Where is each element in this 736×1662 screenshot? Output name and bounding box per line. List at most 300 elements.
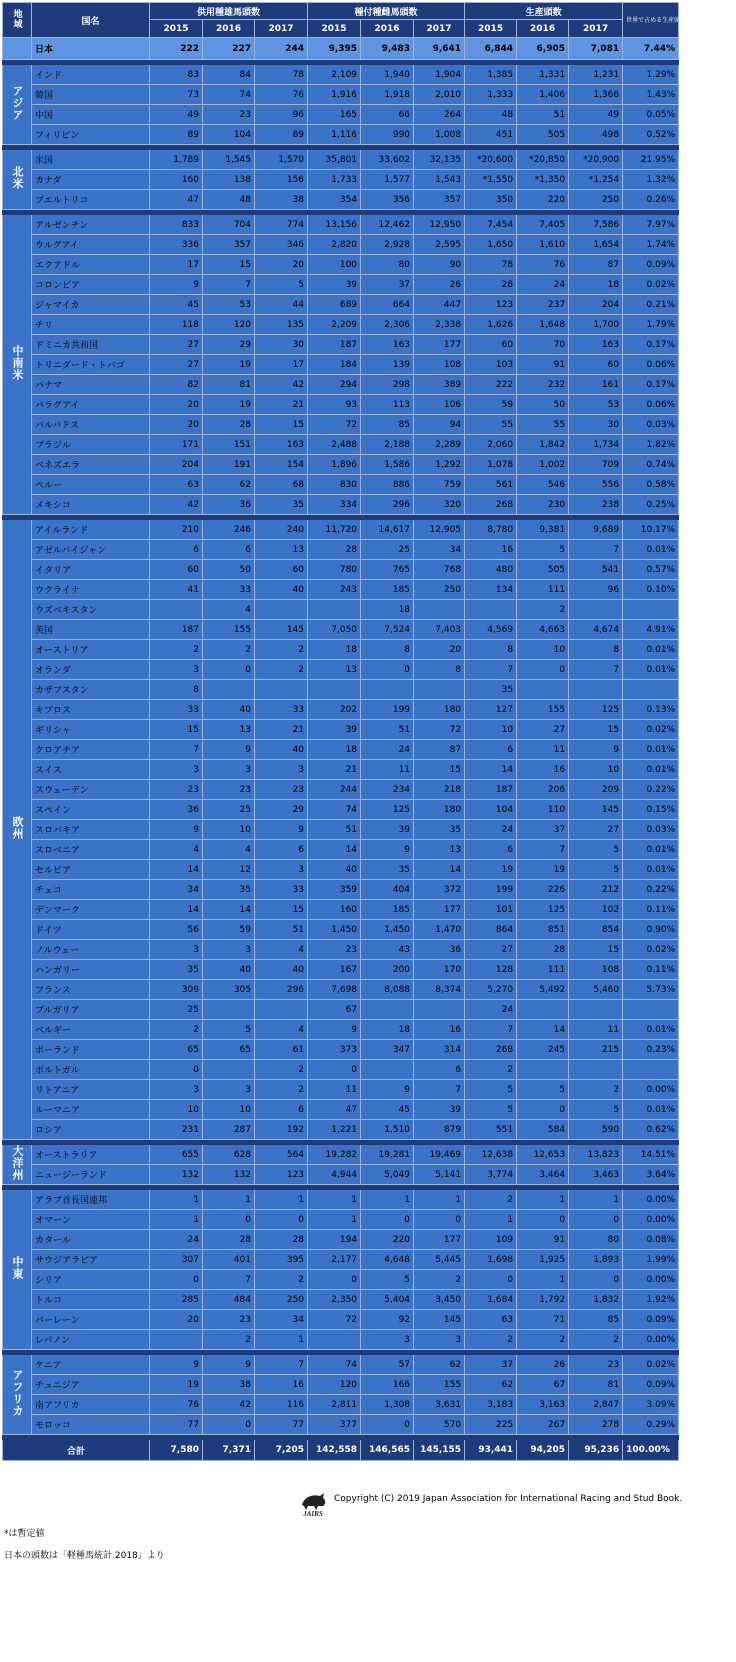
value-cell: 123: [465, 295, 517, 315]
value-cell: 76: [150, 1395, 203, 1415]
value-cell: 101: [465, 900, 517, 920]
value-cell: 1,008: [414, 125, 465, 145]
value-cell: 0: [203, 1210, 255, 1230]
share-cell: [623, 600, 679, 620]
value-cell: 19,282: [308, 1145, 361, 1165]
table-row: [3, 1290, 679, 1310]
value-cell: 35: [150, 960, 203, 980]
value-cell: 12,950: [414, 215, 465, 235]
value-cell: 347: [361, 1040, 414, 1060]
value-cell: 51: [308, 820, 361, 840]
value-cell: 33,602: [361, 150, 414, 170]
value-cell: 3,183: [465, 1395, 517, 1415]
table-row: [3, 940, 679, 960]
table-row: [3, 255, 679, 275]
value-cell: 77: [150, 1415, 203, 1435]
value-cell: 10: [569, 760, 623, 780]
value-cell: 185: [361, 900, 414, 920]
value-cell: [517, 1000, 569, 1020]
value-cell: 9,483: [361, 38, 414, 60]
table-row: [3, 680, 679, 700]
country-name: カザフスタン: [32, 680, 150, 700]
value-cell: 40: [255, 960, 308, 980]
value-cell: 854: [569, 920, 623, 940]
country-name: バーレーン: [32, 1310, 150, 1330]
value-cell: 19: [203, 355, 255, 375]
region-label-text: 中東: [11, 1256, 24, 1280]
value-cell: 28: [465, 275, 517, 295]
value-cell: 1,610: [517, 235, 569, 255]
value-cell: 73: [150, 85, 203, 105]
table-row: [3, 580, 679, 600]
year-header: 2017: [569, 20, 623, 38]
value-cell: 7: [203, 275, 255, 295]
region-label: [3, 1355, 32, 1435]
region-header: 地域: [3, 3, 32, 38]
table-row: [3, 820, 679, 840]
value-cell: 11,720: [308, 520, 361, 540]
value-cell: 243: [308, 580, 361, 600]
value-cell: 3,450: [414, 1290, 465, 1310]
value-cell: 68: [255, 475, 308, 495]
value-cell: 0: [517, 1100, 569, 1120]
region-cell: [3, 38, 32, 60]
value-cell: 25: [361, 540, 414, 560]
value-cell: 40: [203, 700, 255, 720]
share-cell: 7.44%: [623, 38, 679, 60]
value-cell: 1,231: [569, 65, 623, 85]
value-cell: 346: [255, 235, 308, 255]
value-cell: 48: [203, 190, 255, 210]
value-cell: 204: [569, 295, 623, 315]
country-name: ドイツ: [32, 920, 150, 940]
value-cell: 2,289: [414, 435, 465, 455]
country-name: レバノン: [32, 1330, 150, 1350]
value-cell: 6: [414, 1060, 465, 1080]
value-cell: 2: [150, 1020, 203, 1040]
value-cell: 104: [203, 125, 255, 145]
value-cell: 7,050: [308, 620, 361, 640]
value-cell: 1,789: [150, 150, 203, 170]
country-name: スペイン: [32, 800, 150, 820]
table-row: [3, 215, 679, 235]
value-cell: 95,236: [569, 1440, 623, 1461]
value-cell: 96: [569, 580, 623, 600]
value-cell: 16: [517, 760, 569, 780]
value-cell: *1,254: [569, 170, 623, 190]
value-cell: *20,900: [569, 150, 623, 170]
value-cell: 1,450: [308, 920, 361, 940]
value-cell: 132: [203, 1165, 255, 1185]
value-cell: 77: [255, 1415, 308, 1435]
value-cell: 7,454: [465, 215, 517, 235]
value-cell: 16: [255, 1375, 308, 1395]
value-cell: 395: [255, 1250, 308, 1270]
value-cell: 5: [255, 275, 308, 295]
country-name: トルコ: [32, 1290, 150, 1310]
value-cell: 264: [414, 105, 465, 125]
value-cell: 774: [255, 215, 308, 235]
value-cell: 234: [361, 780, 414, 800]
value-cell: 6: [203, 540, 255, 560]
world-share-header: 世界で占める生産頭数の割合(%)2017年: [623, 3, 679, 38]
share-cell: 0.02%: [623, 720, 679, 740]
value-cell: 87: [414, 740, 465, 760]
value-cell: 389: [414, 375, 465, 395]
value-cell: 1,308: [361, 1395, 414, 1415]
year-header: 2017: [414, 20, 465, 38]
table-row: [3, 640, 679, 660]
country-name: ブルガリア: [32, 1000, 150, 1020]
value-cell: 65: [203, 1040, 255, 1060]
value-cell: 78: [255, 65, 308, 85]
value-cell: 1,648: [517, 315, 569, 335]
value-cell: 11: [569, 1020, 623, 1040]
value-cell: 1,116: [308, 125, 361, 145]
share-cell: 0.22%: [623, 880, 679, 900]
table-row: [3, 1020, 679, 1040]
value-cell: [517, 1060, 569, 1080]
value-cell: 65: [150, 1040, 203, 1060]
value-cell: 4,648: [361, 1250, 414, 1270]
table-row: [3, 1310, 679, 1330]
value-cell: 60: [569, 355, 623, 375]
value-cell: 50: [517, 395, 569, 415]
value-cell: 354: [308, 190, 361, 210]
value-cell: 1,940: [361, 65, 414, 85]
value-cell: 8: [361, 640, 414, 660]
country-name: メキシコ: [32, 495, 150, 515]
value-cell: 206: [517, 780, 569, 800]
table-row: [3, 1100, 679, 1120]
value-cell: 561: [465, 475, 517, 495]
value-cell: 45: [150, 295, 203, 315]
value-cell: 9,395: [308, 38, 361, 60]
value-cell: 0: [517, 660, 569, 680]
value-cell: 142,558: [308, 1440, 361, 1461]
share-cell: 0.00%: [623, 1190, 679, 1210]
table-row: [3, 295, 679, 315]
value-cell: 1,510: [361, 1120, 414, 1140]
value-cell: 377: [308, 1415, 361, 1435]
value-cell: 7: [517, 840, 569, 860]
value-cell: 2,488: [308, 435, 361, 455]
value-cell: 28: [203, 415, 255, 435]
country-name: ウルグアイ: [32, 235, 150, 255]
value-cell: 4,944: [308, 1165, 361, 1185]
value-cell: 1,918: [361, 85, 414, 105]
value-cell: 14: [308, 840, 361, 860]
value-cell: 7: [203, 1270, 255, 1290]
value-cell: 14: [517, 1020, 569, 1040]
value-cell: 237: [517, 295, 569, 315]
value-cell: 7: [150, 740, 203, 760]
value-cell: 192: [255, 1120, 308, 1140]
value-cell: 1,650: [465, 235, 517, 255]
value-cell: 163: [361, 335, 414, 355]
value-cell: 5: [203, 1020, 255, 1040]
value-cell: 7,405: [517, 215, 569, 235]
value-cell: 199: [465, 880, 517, 900]
svg-text:JAIRS: JAIRS: [303, 1510, 323, 1518]
value-cell: 138: [203, 170, 255, 190]
value-cell: 10: [517, 640, 569, 660]
value-cell: 0: [517, 1210, 569, 1230]
table-row: [3, 1190, 679, 1210]
value-cell: 5: [361, 1270, 414, 1290]
value-cell: 12: [203, 860, 255, 880]
foals-header: 生産頭数: [465, 3, 623, 20]
value-cell: 0: [414, 1210, 465, 1230]
value-cell: 187: [308, 335, 361, 355]
value-cell: [203, 1060, 255, 1080]
value-cell: 240: [255, 520, 308, 540]
value-cell: 244: [308, 780, 361, 800]
table-row: [3, 235, 679, 255]
table-row: [3, 760, 679, 780]
table-row: [3, 65, 679, 85]
value-cell: [361, 680, 414, 700]
region-label-text: アジア: [11, 85, 24, 121]
value-cell: 53: [203, 295, 255, 315]
country-name: モロッコ: [32, 1415, 150, 1435]
value-cell: 23: [203, 780, 255, 800]
value-cell: 3: [150, 1080, 203, 1100]
value-cell: *20,600: [465, 150, 517, 170]
value-cell: 2,060: [465, 435, 517, 455]
value-cell: [150, 1330, 203, 1350]
value-cell: 2: [255, 1080, 308, 1100]
value-cell: 215: [569, 1040, 623, 1060]
value-cell: 74: [203, 85, 255, 105]
value-cell: 72: [414, 720, 465, 740]
share-cell: 1.82%: [623, 435, 679, 455]
value-cell: 10: [150, 1100, 203, 1120]
share-cell: 0.11%: [623, 960, 679, 980]
table-row: [3, 600, 679, 620]
value-cell: 505: [517, 125, 569, 145]
value-cell: 35: [414, 820, 465, 840]
country-header: 国名: [32, 3, 150, 38]
value-cell: 218: [414, 780, 465, 800]
value-cell: 584: [517, 1120, 569, 1140]
value-cell: 55: [465, 415, 517, 435]
value-cell: 27: [517, 720, 569, 740]
country-name: 英国: [32, 620, 150, 640]
country-name: ベネズエラ: [32, 455, 150, 475]
table-row: [3, 800, 679, 820]
value-cell: 109: [465, 1230, 517, 1250]
value-cell: 165: [308, 105, 361, 125]
value-cell: 2: [255, 660, 308, 680]
value-cell: 146,565: [361, 1440, 414, 1461]
value-cell: 8,374: [414, 980, 465, 1000]
value-cell: 0: [569, 1210, 623, 1230]
table-row: [3, 395, 679, 415]
total-label: 合計: [3, 1440, 150, 1461]
value-cell: 125: [569, 700, 623, 720]
value-cell: 70: [517, 335, 569, 355]
value-cell: 564: [255, 1145, 308, 1165]
value-cell: 14: [150, 860, 203, 880]
value-cell: 5,492: [517, 980, 569, 1000]
value-cell: 664: [361, 295, 414, 315]
value-cell: 1,842: [517, 435, 569, 455]
value-cell: 120: [308, 1375, 361, 1395]
value-cell: 8,780: [465, 520, 517, 540]
country-name: スロバキア: [32, 820, 150, 840]
country-name: カタール: [32, 1230, 150, 1250]
share-cell: 0.01%: [623, 640, 679, 660]
value-cell: 7: [465, 660, 517, 680]
value-cell: 155: [517, 700, 569, 720]
share-cell: 0.01%: [623, 840, 679, 860]
value-cell: 210: [150, 520, 203, 540]
region-label-text: 欧州: [11, 816, 24, 840]
value-cell: 2,847: [569, 1395, 623, 1415]
value-cell: 336: [150, 235, 203, 255]
value-cell: 7,403: [414, 620, 465, 640]
value-cell: 24: [465, 1000, 517, 1020]
share-cell: 1.29%: [623, 65, 679, 85]
value-cell: 227: [203, 38, 255, 60]
value-cell: 59: [465, 395, 517, 415]
value-cell: 3: [203, 940, 255, 960]
value-cell: 2,306: [361, 315, 414, 335]
value-cell: 2: [465, 1060, 517, 1080]
value-cell: 268: [465, 495, 517, 515]
value-cell: 91: [517, 1230, 569, 1250]
share-cell: 0.23%: [623, 1040, 679, 1060]
value-cell: 1,570: [255, 150, 308, 170]
country-name: ギリシャ: [32, 720, 150, 740]
value-cell: 39: [308, 275, 361, 295]
value-cell: 1,654: [569, 235, 623, 255]
share-cell: 3.09%: [623, 1395, 679, 1415]
value-cell: 204: [150, 455, 203, 475]
value-cell: 155: [414, 1375, 465, 1395]
value-cell: 2,350: [308, 1290, 361, 1310]
value-cell: 3,464: [517, 1165, 569, 1185]
share-cell: 0.01%: [623, 540, 679, 560]
value-cell: 296: [361, 495, 414, 515]
value-cell: 5,445: [414, 1250, 465, 1270]
value-cell: 3: [361, 1330, 414, 1350]
value-cell: 171: [150, 435, 203, 455]
table-row: [3, 900, 679, 920]
value-cell: 92: [361, 1310, 414, 1330]
value-cell: 350: [465, 190, 517, 210]
value-cell: 10: [203, 1100, 255, 1120]
value-cell: 886: [361, 475, 414, 495]
value-cell: 67: [517, 1375, 569, 1395]
table-row: [3, 860, 679, 880]
value-cell: 356: [361, 190, 414, 210]
share-cell: 0.29%: [623, 1415, 679, 1435]
value-cell: 2,188: [361, 435, 414, 455]
value-cell: 8: [465, 640, 517, 660]
value-cell: 2: [569, 1080, 623, 1100]
value-cell: 76: [517, 255, 569, 275]
value-cell: 199: [361, 700, 414, 720]
value-cell: 3: [255, 860, 308, 880]
value-cell: 89: [150, 125, 203, 145]
value-cell: 244: [255, 38, 308, 60]
value-cell: 39: [361, 820, 414, 840]
value-cell: 1: [517, 1190, 569, 1210]
value-cell: [361, 1000, 414, 1020]
year-header: 2016: [203, 20, 255, 38]
value-cell: 4,569: [465, 620, 517, 640]
value-cell: 19,281: [361, 1145, 414, 1165]
table-row: [3, 540, 679, 560]
value-cell: 20: [414, 640, 465, 660]
country-name: アイルランド: [32, 520, 150, 540]
value-cell: 13: [203, 720, 255, 740]
value-cell: 71: [517, 1310, 569, 1330]
value-cell: 6: [465, 740, 517, 760]
value-cell: 296: [255, 980, 308, 1000]
value-cell: 33: [203, 580, 255, 600]
value-cell: 154: [255, 455, 308, 475]
value-cell: 35: [465, 680, 517, 700]
share-cell: 0.17%: [623, 375, 679, 395]
value-cell: 21: [255, 395, 308, 415]
value-cell: 51: [255, 920, 308, 940]
table-row: [3, 85, 679, 105]
value-cell: 44: [255, 295, 308, 315]
value-cell: 81: [203, 375, 255, 395]
value-cell: 689: [308, 295, 361, 315]
value-cell: 0: [308, 1270, 361, 1290]
table-row-japan: [3, 38, 679, 60]
value-cell: 108: [569, 960, 623, 980]
year-header: 2016: [517, 20, 569, 38]
share-cell: 0.11%: [623, 900, 679, 920]
table-row: [3, 740, 679, 760]
table-row: [3, 1395, 679, 1415]
value-cell: 36: [203, 495, 255, 515]
share-cell: 0.00%: [623, 1330, 679, 1350]
value-cell: 5,460: [569, 980, 623, 1000]
value-cell: 5,270: [465, 980, 517, 1000]
region-label: [3, 1190, 32, 1350]
value-cell: 285: [150, 1290, 203, 1310]
country-name: ブラジル: [32, 435, 150, 455]
value-cell: 401: [203, 1250, 255, 1270]
value-cell: 1,221: [308, 1120, 361, 1140]
value-cell: 8,088: [361, 980, 414, 1000]
value-cell: 1,385: [465, 65, 517, 85]
value-cell: 1: [361, 1190, 414, 1210]
value-cell: [569, 1000, 623, 1020]
value-cell: 108: [414, 355, 465, 375]
value-cell: 2,209: [308, 315, 361, 335]
country-name: ポルトガル: [32, 1060, 150, 1080]
value-cell: 4,674: [569, 620, 623, 640]
share-cell: 0.06%: [623, 395, 679, 415]
value-cell: 180: [414, 800, 465, 820]
value-cell: 40: [255, 580, 308, 600]
value-cell: 19: [517, 860, 569, 880]
value-cell: 42: [150, 495, 203, 515]
table-row: [3, 1415, 679, 1435]
value-cell: 2: [414, 1270, 465, 1290]
value-cell: *1,350: [517, 170, 569, 190]
table-row: [3, 1355, 679, 1375]
value-cell: 7,081: [569, 38, 623, 60]
table-row: [3, 780, 679, 800]
